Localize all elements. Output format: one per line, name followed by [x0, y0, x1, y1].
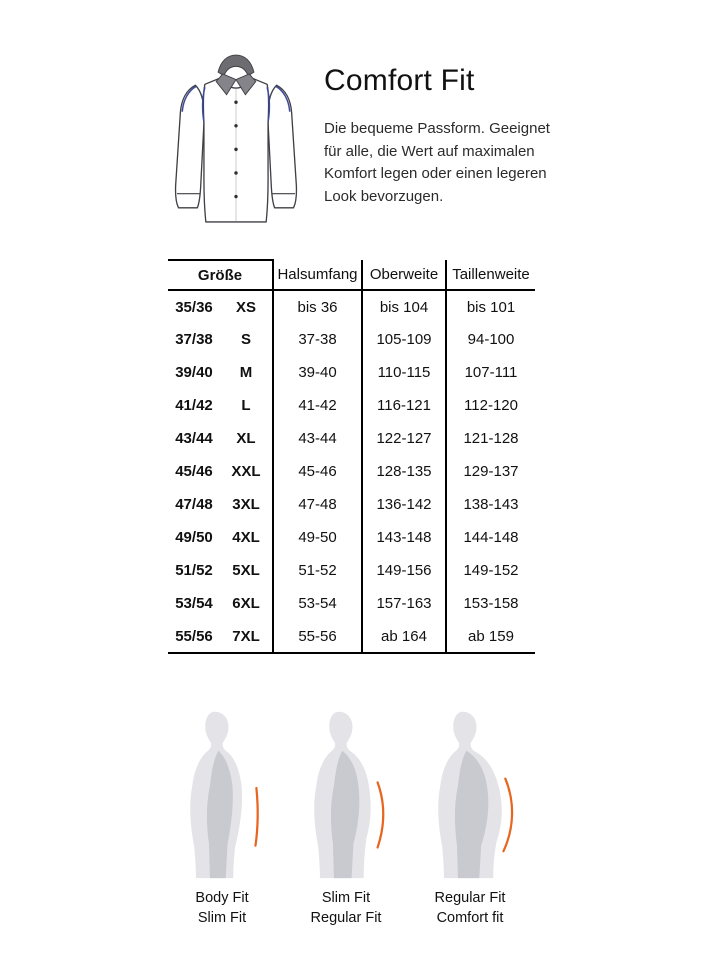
code-cell: 5XL [220, 554, 273, 587]
body-silhouette-comfort-icon [411, 708, 529, 880]
shirt-left-sleeve [176, 85, 205, 208]
waist-cell: 144-148 [463, 529, 519, 546]
waist-cell: 149-152 [463, 562, 519, 579]
col-header-oberweite: Oberweite [362, 260, 446, 290]
body-silhouette-regular-icon [287, 708, 405, 880]
neck-cell: 45-46 [273, 455, 362, 488]
body-silhouette-slim-icon [163, 708, 281, 880]
neck-cell: 43-44 [273, 422, 362, 455]
description-line: Look bevorzugen. [324, 187, 444, 205]
waist-cell: 138-143 [463, 496, 519, 513]
fit-label [408, 888, 532, 928]
size-cell: 45/46 [175, 463, 213, 480]
chest-cell: 105-109 [362, 323, 446, 356]
waist-cell: 112-120 [464, 397, 518, 414]
neck-cell: 49-50 [273, 521, 362, 554]
fit-label-line2: Comfort fit [436, 910, 504, 926]
waist-cell: 94-100 [467, 331, 515, 348]
fit-label [160, 888, 284, 928]
waist-cell: 121-128 [463, 430, 519, 447]
table-row [168, 554, 535, 587]
waist-cell: ab 159 [446, 620, 535, 653]
chest-cell: 110-115 [362, 356, 446, 389]
size-table-section [168, 259, 720, 654]
fit-label-line1: Body Fit [195, 890, 249, 906]
description-line: für alle, die Wert auf maximalen [324, 142, 535, 160]
fit-item-regular [284, 708, 408, 928]
size-cell: 37/38 [175, 331, 213, 348]
fit-comparison-section [0, 708, 706, 928]
code-cell: S [220, 323, 273, 356]
chest-cell: ab 164 [362, 620, 446, 653]
shirt-illustration-wrap [160, 40, 314, 243]
chest-cell: 143-148 [362, 521, 446, 554]
shirt-right-sleeve [268, 85, 297, 208]
code-cell: 3XL [220, 488, 273, 521]
chest-cell: 128-135 [362, 455, 446, 488]
code-cell: XS [220, 290, 273, 323]
header-text [324, 40, 574, 208]
code-cell: 6XL [220, 587, 273, 620]
neck-cell: 37-38 [273, 323, 362, 356]
header-section [0, 0, 720, 243]
chest-cell: 157-163 [362, 587, 446, 620]
table-row [168, 587, 535, 620]
neck-cell: 47-48 [273, 488, 362, 521]
neck-cell: 39-40 [273, 356, 362, 389]
table-row [168, 455, 535, 488]
size-cell: 55/56 [168, 620, 220, 653]
size-cell: 53/54 [175, 595, 213, 612]
fit-label-line2: Slim Fit [197, 910, 247, 926]
chest-cell: 122-127 [362, 422, 446, 455]
waist-cell: 107-111 [464, 364, 518, 381]
size-cell: 49/50 [175, 529, 213, 546]
size-cell: 39/40 [175, 364, 213, 381]
size-cell: 47/48 [175, 496, 213, 513]
chest-cell: bis 104 [362, 290, 446, 323]
code-cell: M [220, 356, 273, 389]
size-table [168, 259, 535, 654]
code-cell: 7XL [220, 620, 273, 653]
fit-item-comfort [408, 708, 532, 928]
fit-line-orange [378, 782, 384, 847]
waist-cell: bis 101 [466, 298, 516, 316]
code-cell: 4XL [220, 521, 273, 554]
size-cell: 35/36 [175, 298, 213, 316]
table-row [168, 488, 535, 521]
fit-item-slim [160, 708, 284, 928]
page-description [324, 118, 574, 208]
fit-label-line1: Regular Fit [434, 890, 506, 906]
table-row [168, 422, 535, 455]
table-row [168, 620, 535, 653]
size-cell: 43/44 [175, 430, 213, 447]
table-row [168, 290, 535, 323]
fit-line-orange [503, 779, 512, 852]
table-row [168, 389, 535, 422]
chest-cell: 136-142 [362, 488, 446, 521]
waist-cell: 153-158 [463, 595, 519, 612]
chest-cell: 149-156 [362, 554, 446, 587]
neck-cell: 55-56 [273, 620, 362, 653]
neck-cell: 41-42 [273, 389, 362, 422]
description-line: Die bequeme Passform. Geeignet [324, 120, 550, 137]
table-header-row [168, 260, 535, 290]
fit-label-line2: Regular Fit [310, 910, 382, 926]
code-cell: L [220, 389, 273, 422]
neck-cell: 53-54 [273, 587, 362, 620]
shirt-collar-band [218, 55, 254, 76]
table-row [168, 323, 535, 356]
fit-line-orange [255, 788, 257, 846]
fit-label-line1: Slim Fit [321, 890, 371, 906]
fit-label [284, 888, 408, 928]
code-cell: XXL [220, 455, 273, 488]
col-header-halsumfang: Halsumfang [273, 260, 362, 290]
waist-cell: 129-137 [463, 463, 519, 480]
page-title: Comfort Fit [324, 64, 475, 97]
shirt-illustration-icon [160, 40, 312, 238]
col-header-groesse: Größe [168, 260, 273, 290]
neck-cell: 51-52 [273, 554, 362, 587]
neck-cell: bis 36 [273, 290, 362, 323]
chest-cell: 116-121 [362, 389, 446, 422]
code-cell: XL [220, 422, 273, 455]
table-row [168, 356, 535, 389]
size-cell: 41/42 [175, 397, 213, 414]
col-header-taillenweite: Taillenweite [446, 260, 535, 290]
size-cell: 51/52 [175, 562, 213, 579]
table-row [168, 521, 535, 554]
description-line: Komfort legen oder einen legeren [324, 165, 547, 182]
